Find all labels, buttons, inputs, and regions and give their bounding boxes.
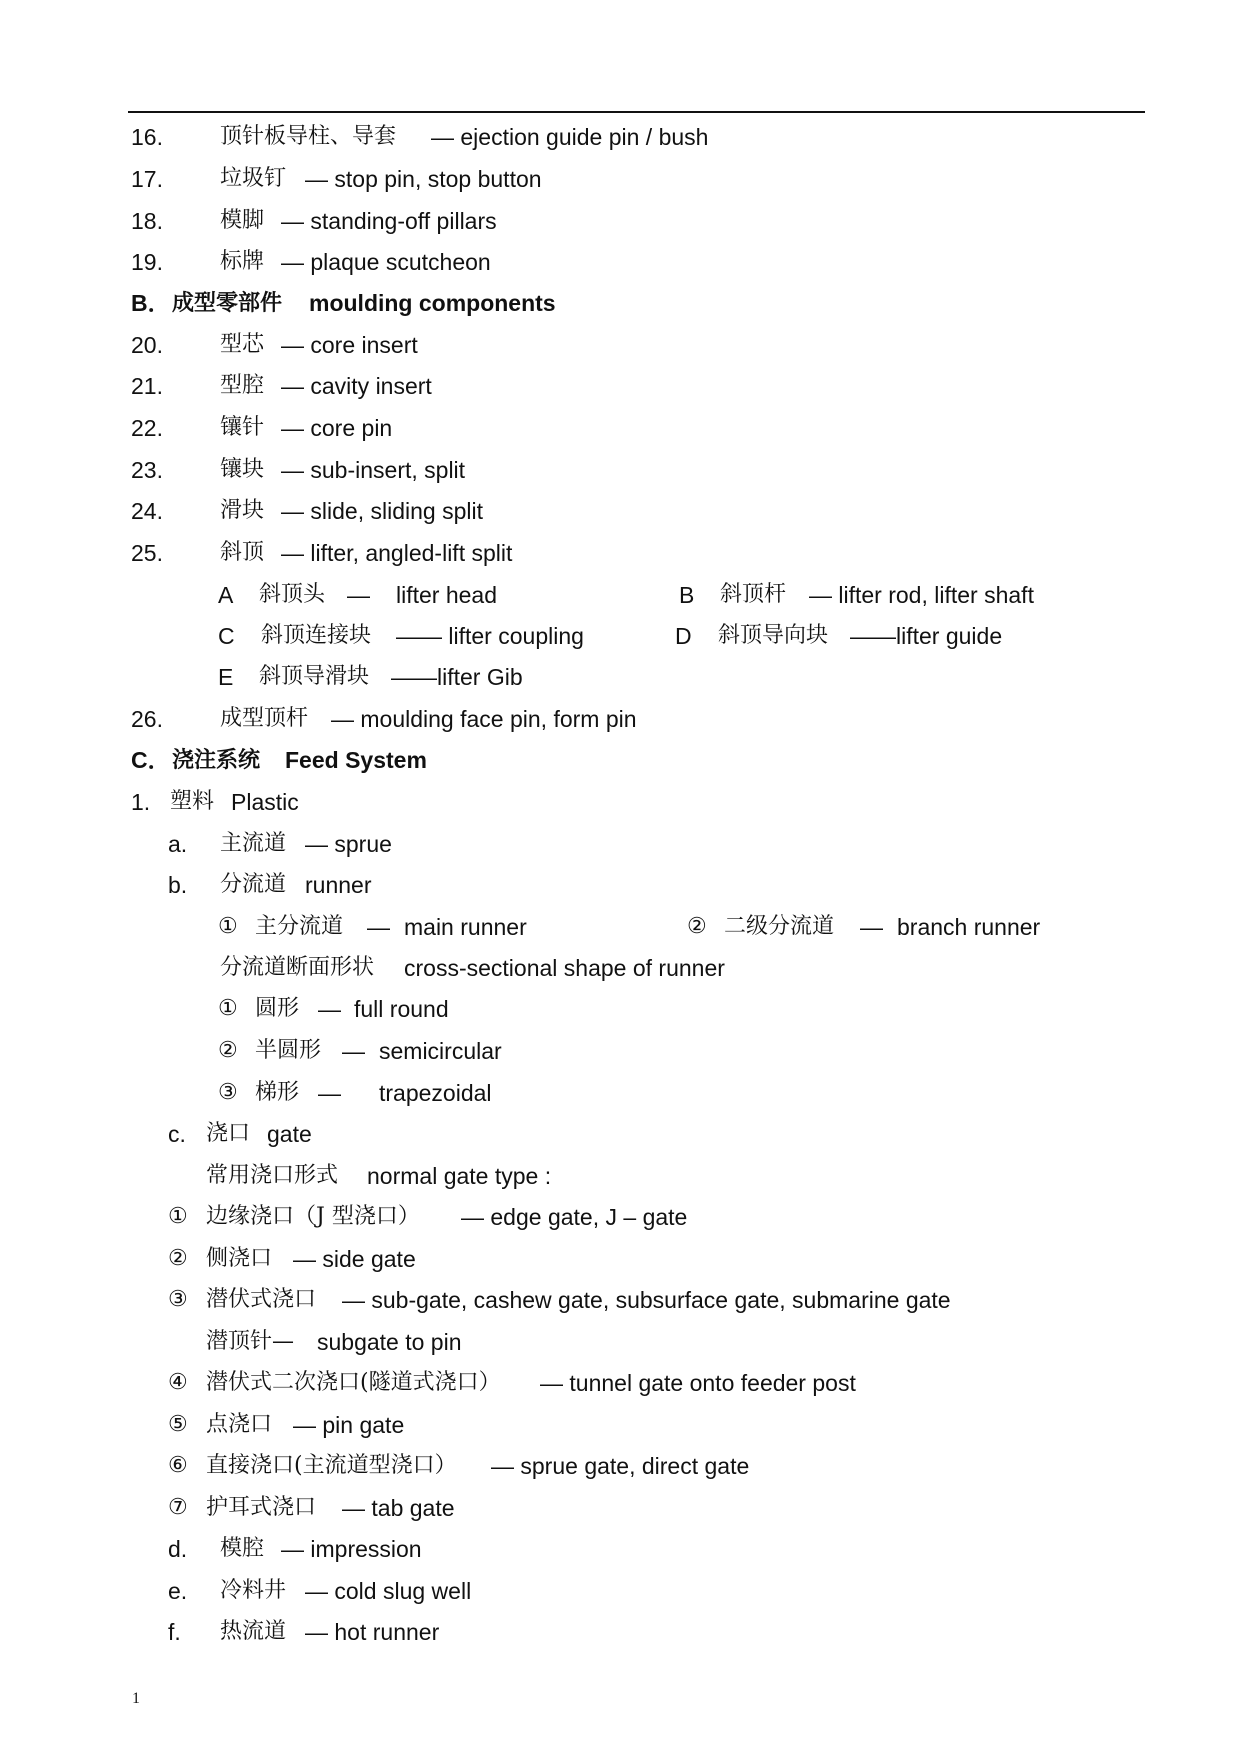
term-chinese: 成型顶杆 bbox=[220, 706, 309, 731]
circled-number: ④ bbox=[168, 1370, 188, 1395]
term-chinese: 潜顶针— bbox=[206, 1329, 295, 1354]
circled-number: ⑥ bbox=[168, 1453, 188, 1478]
term-english: — core insert bbox=[281, 332, 418, 358]
circled-number: ② bbox=[218, 1038, 238, 1063]
term-chinese: 滑块 bbox=[220, 498, 265, 523]
circled-number: ③ bbox=[218, 1080, 238, 1105]
list-number: 26. bbox=[131, 706, 163, 732]
list-number: 20. bbox=[131, 332, 163, 358]
sub-item-chinese: 斜顶导滑块 bbox=[259, 664, 370, 689]
term-chinese: 模脚 bbox=[220, 208, 265, 233]
term-chinese: 圆形 bbox=[255, 996, 300, 1021]
circled-number: ① bbox=[218, 996, 238, 1021]
term-english: — side gate bbox=[293, 1246, 416, 1272]
sub-item-letter: A bbox=[218, 582, 234, 608]
term-english: full round bbox=[354, 996, 449, 1022]
term-chinese: 护耳式浇口 bbox=[206, 1495, 317, 1520]
sub-item-letter: C bbox=[218, 623, 235, 649]
circled-number: ① bbox=[218, 914, 238, 939]
circled-number: ② bbox=[687, 914, 707, 939]
sub-item-english: ——lifter Gib bbox=[391, 664, 523, 690]
term-english: trapezoidal bbox=[379, 1080, 492, 1106]
term-english: subgate to pin bbox=[317, 1329, 462, 1355]
term-chinese: 模腔 bbox=[220, 1536, 265, 1561]
list-number: 18. bbox=[131, 208, 163, 234]
term-chinese: 潜伏式二次浇口(隧道式浇口） bbox=[206, 1370, 501, 1395]
term-english: — tunnel gate onto feeder post bbox=[540, 1370, 856, 1396]
sub-item-chinese: 斜顶头 bbox=[259, 582, 326, 607]
term-english: gate bbox=[267, 1121, 312, 1147]
header-rule bbox=[128, 111, 1145, 113]
term-english: — sprue bbox=[305, 831, 392, 857]
term-dash: — bbox=[318, 996, 341, 1022]
term-english: — tab gate bbox=[342, 1495, 455, 1521]
term-chinese: 分流道 bbox=[220, 872, 287, 897]
term-english: — impression bbox=[281, 1536, 422, 1562]
section-label: C． bbox=[131, 747, 171, 773]
term-chinese: 侧浇口 bbox=[206, 1246, 273, 1271]
section-title-english: moulding components bbox=[309, 290, 556, 316]
term-chinese: 浇口 bbox=[206, 1121, 251, 1146]
circled-number: ⑦ bbox=[168, 1495, 188, 1520]
term-english: — plaque scutcheon bbox=[281, 249, 491, 275]
term-english: branch runner bbox=[897, 914, 1041, 940]
term-dash: — bbox=[367, 914, 390, 940]
term-english: — lifter, angled-lift split bbox=[281, 540, 513, 566]
section-title-english: Feed System bbox=[285, 747, 427, 773]
list-letter: b. bbox=[168, 872, 188, 898]
term-english: — cavity insert bbox=[281, 373, 432, 399]
term-english: — moulding face pin, form pin bbox=[331, 706, 637, 732]
section-title-chinese: 成型零部件 bbox=[172, 290, 283, 316]
term-english: Plastic bbox=[231, 789, 299, 815]
term-english: — sprue gate, direct gate bbox=[491, 1453, 750, 1479]
sub-item-letter: D bbox=[675, 623, 692, 649]
sub-item-chinese: 斜顶导向块 bbox=[718, 623, 829, 648]
term-chinese: 塑料 bbox=[170, 789, 215, 814]
term-english: — cold slug well bbox=[305, 1578, 472, 1604]
term-chinese: 主流道 bbox=[220, 831, 287, 856]
circled-number: ③ bbox=[168, 1287, 188, 1312]
term-chinese: 冷料井 bbox=[220, 1578, 287, 1603]
sub-item-english: — lifter rod, lifter shaft bbox=[809, 582, 1034, 608]
term-english: — sub-insert, split bbox=[281, 457, 466, 483]
list-number: 25. bbox=[131, 540, 163, 566]
term-chinese: 潜伏式浇口 bbox=[206, 1287, 317, 1312]
term-chinese: 梯形 bbox=[255, 1080, 300, 1105]
sub-item-english: —— lifter coupling bbox=[396, 623, 584, 649]
sub-item-letter: B bbox=[679, 582, 695, 608]
term-chinese: 镶针 bbox=[220, 415, 265, 440]
circled-number: ① bbox=[168, 1204, 188, 1229]
term-chinese: 标牌 bbox=[220, 249, 265, 274]
sub-item-english: ——lifter guide bbox=[850, 623, 1003, 649]
term-english: — ejection guide pin / bush bbox=[431, 124, 709, 150]
term-english: — pin gate bbox=[293, 1412, 405, 1438]
term-chinese: 点浇口 bbox=[206, 1412, 273, 1437]
section-title-chinese: 浇注系统 bbox=[172, 747, 261, 773]
term-chinese: 顶针板导柱、导套 bbox=[220, 124, 397, 149]
term-english: — slide, sliding split bbox=[281, 498, 483, 524]
term-dash: — bbox=[318, 1080, 341, 1106]
term-dash: — bbox=[342, 1038, 365, 1064]
list-letter: d. bbox=[168, 1536, 188, 1562]
term-english: — edge gate, J – gate bbox=[461, 1204, 688, 1230]
term-chinese: 直接浇口(主流道型浇口） bbox=[206, 1453, 457, 1478]
term-chinese: 边缘浇口（J 型浇口） bbox=[206, 1204, 420, 1229]
sub-item-english: lifter head bbox=[396, 582, 498, 608]
sub-item-chinese: 斜顶杆 bbox=[720, 582, 787, 607]
circled-number: ⑤ bbox=[168, 1412, 188, 1437]
term-english: main runner bbox=[404, 914, 527, 940]
page-number: 1 bbox=[132, 1690, 140, 1707]
sub-item-letter: E bbox=[218, 664, 234, 690]
circled-number: ② bbox=[168, 1246, 188, 1271]
list-number: 21. bbox=[131, 373, 163, 399]
term-chinese: 热流道 bbox=[220, 1619, 287, 1644]
list-number: 16. bbox=[131, 124, 163, 150]
list-letter: a. bbox=[168, 831, 188, 857]
list-letter: e. bbox=[168, 1578, 188, 1604]
term-chinese: 常用浇口形式 bbox=[206, 1163, 339, 1188]
sub-item-dash: — bbox=[347, 582, 370, 608]
term-chinese: 型腔 bbox=[220, 373, 265, 398]
term-chinese: 型芯 bbox=[220, 332, 265, 357]
term-chinese: 主分流道 bbox=[255, 914, 344, 939]
term-chinese: 垃圾钉 bbox=[220, 166, 287, 191]
term-chinese: 二级分流道 bbox=[724, 914, 835, 939]
section-label: B． bbox=[131, 290, 171, 316]
list-number: 1. bbox=[131, 789, 151, 815]
term-dash: — bbox=[860, 914, 883, 940]
term-english: — sub-gate, cashew gate, subsurface gate, submarine gate bbox=[342, 1287, 951, 1313]
term-english: semicircular bbox=[379, 1038, 502, 1064]
list-number: 23. bbox=[131, 457, 163, 483]
term-chinese: 镶块 bbox=[220, 457, 265, 482]
term-chinese: 斜顶 bbox=[220, 540, 265, 565]
list-number: 22. bbox=[131, 415, 163, 441]
list-number: 17. bbox=[131, 166, 163, 192]
term-chinese: 半圆形 bbox=[255, 1038, 322, 1063]
term-english: — core pin bbox=[281, 415, 393, 441]
term-english: — hot runner bbox=[305, 1619, 440, 1645]
list-letter: f. bbox=[168, 1619, 181, 1645]
term-english: cross-sectional shape of runner bbox=[404, 955, 725, 981]
list-number: 19. bbox=[131, 249, 163, 275]
term-english: — standing-off pillars bbox=[281, 208, 497, 234]
sub-item-chinese: 斜顶连接块 bbox=[261, 623, 372, 648]
list-number: 24. bbox=[131, 498, 163, 524]
term-english: — stop pin, stop button bbox=[305, 166, 542, 192]
list-letter: c. bbox=[168, 1121, 186, 1147]
term-english: runner bbox=[305, 872, 372, 898]
term-english: normal gate type : bbox=[367, 1163, 552, 1189]
term-chinese: 分流道断面形状 bbox=[220, 955, 375, 980]
